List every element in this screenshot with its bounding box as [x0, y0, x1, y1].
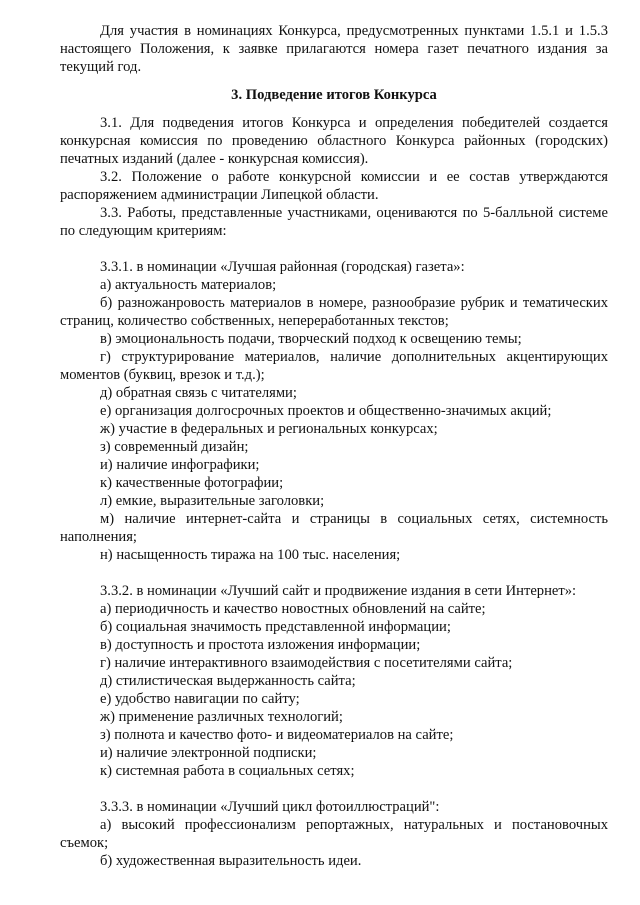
paragraph-3-3: 3.3. Работы, представленные участниками, оцениваются по 5-балльной системе по следующим критериям: — [60, 205, 608, 239]
criterion-item: б) социальная значимость представленной информации; — [100, 619, 451, 635]
criterion-item: в) эмоциональность подачи, творческий подход к освещению темы; — [100, 331, 522, 347]
nomination-title: 3.3.1. в номинации «Лучшая районная (городская) газета»: — [100, 259, 465, 275]
criterion-item: а) актуальность материалов; — [100, 277, 277, 293]
spacer — [60, 564, 608, 582]
criterion-item: з) современный дизайн; — [100, 439, 249, 455]
paragraph-3-2: 3.2. Положение о работе конкурсной комиссии и ее состав утверждаются распоряжением администрации Липецкой области. — [60, 169, 608, 203]
criterion-item: ж) участие в федеральных и региональных конкурсах; — [100, 421, 438, 437]
criterion-item: ж) применение различных технологий; — [100, 709, 343, 725]
criterion-item: з) полнота и качество фото- и видеоматериалов на сайте; — [100, 727, 454, 743]
intro-paragraph: Для участия в номинациях Конкурса, предусмотренных пунктами 1.5.1 и 1.5.3 настоящего Положения, к заявке прилагаются номера газет печатного издания за текущий год. — [60, 23, 608, 75]
criterion-item: и) наличие электронной подписки; — [100, 745, 317, 761]
criterion-item: и) наличие инфографики; — [100, 457, 260, 473]
criterion-item: а) периодичность и качество новостных обновлений на сайте; — [100, 601, 486, 617]
criterion-item: г) структурирование материалов, наличие дополнительных акцентирующих моментов (буквиц, врезок и т.д.); — [60, 349, 608, 383]
criterion-item: д) стилистическая выдержанность сайта; — [100, 673, 356, 689]
nomination-title: 3.3.3. в номинации «Лучший цикл фотоиллюстраций": — [100, 799, 440, 815]
criterion-item: г) наличие интерактивного взаимодействия с посетителями сайта; — [100, 655, 513, 671]
nomination-title: 3.3.2. в номинации «Лучший сайт и продвижение издания в сети Интернет»: — [100, 583, 577, 599]
criterion-item: а) высокий профессионализм репортажных, натуральных и постановочных съемок; — [60, 817, 608, 851]
criterion-item: е) организация долгосрочных проектов и общественно-значимых акций; — [100, 403, 552, 419]
section-title: 3. Подведение итогов Конкурса — [231, 87, 437, 103]
criterion-item: д) обратная связь с читателями; — [100, 385, 297, 401]
criterion-item: к) качественные фотографии; — [100, 475, 284, 491]
criterion-item: в) доступность и простота изложения информации; — [100, 637, 421, 653]
document-body — [60, 22, 608, 870]
criterion-item: н) насыщенность тиража на 100 тыс. населения; — [100, 547, 401, 563]
criterion-item: б) разножанровость материалов в номере, разнообразие рубрик и тематических страниц, количество собственных, непереработанных текстов; — [60, 295, 608, 329]
criterion-item: л) емкие, выразительные заголовки; — [100, 493, 325, 509]
criterion-item: м) наличие интернет-сайта и страницы в социальных сетях, системность наполнения; — [60, 511, 608, 545]
nomination-3-3-1 — [60, 258, 608, 564]
criterion-item: е) удобство навигации по сайту; — [100, 691, 300, 707]
nomination-3-3-2 — [60, 582, 608, 780]
spacer — [60, 240, 608, 258]
criterion-item: б) художественная выразительность идеи. — [100, 853, 362, 869]
paragraph-3-1: 3.1. Для подведения итогов Конкурса и определения победителей создается конкурсная комиссия по проведению областного Конкурса районных (городских) печатных изданий (далее - конкурсная комиссия). — [60, 115, 608, 167]
criterion-item: к) системная работа в социальных сетях; — [100, 763, 355, 779]
nomination-3-3-3 — [60, 798, 608, 870]
spacer — [60, 780, 608, 798]
